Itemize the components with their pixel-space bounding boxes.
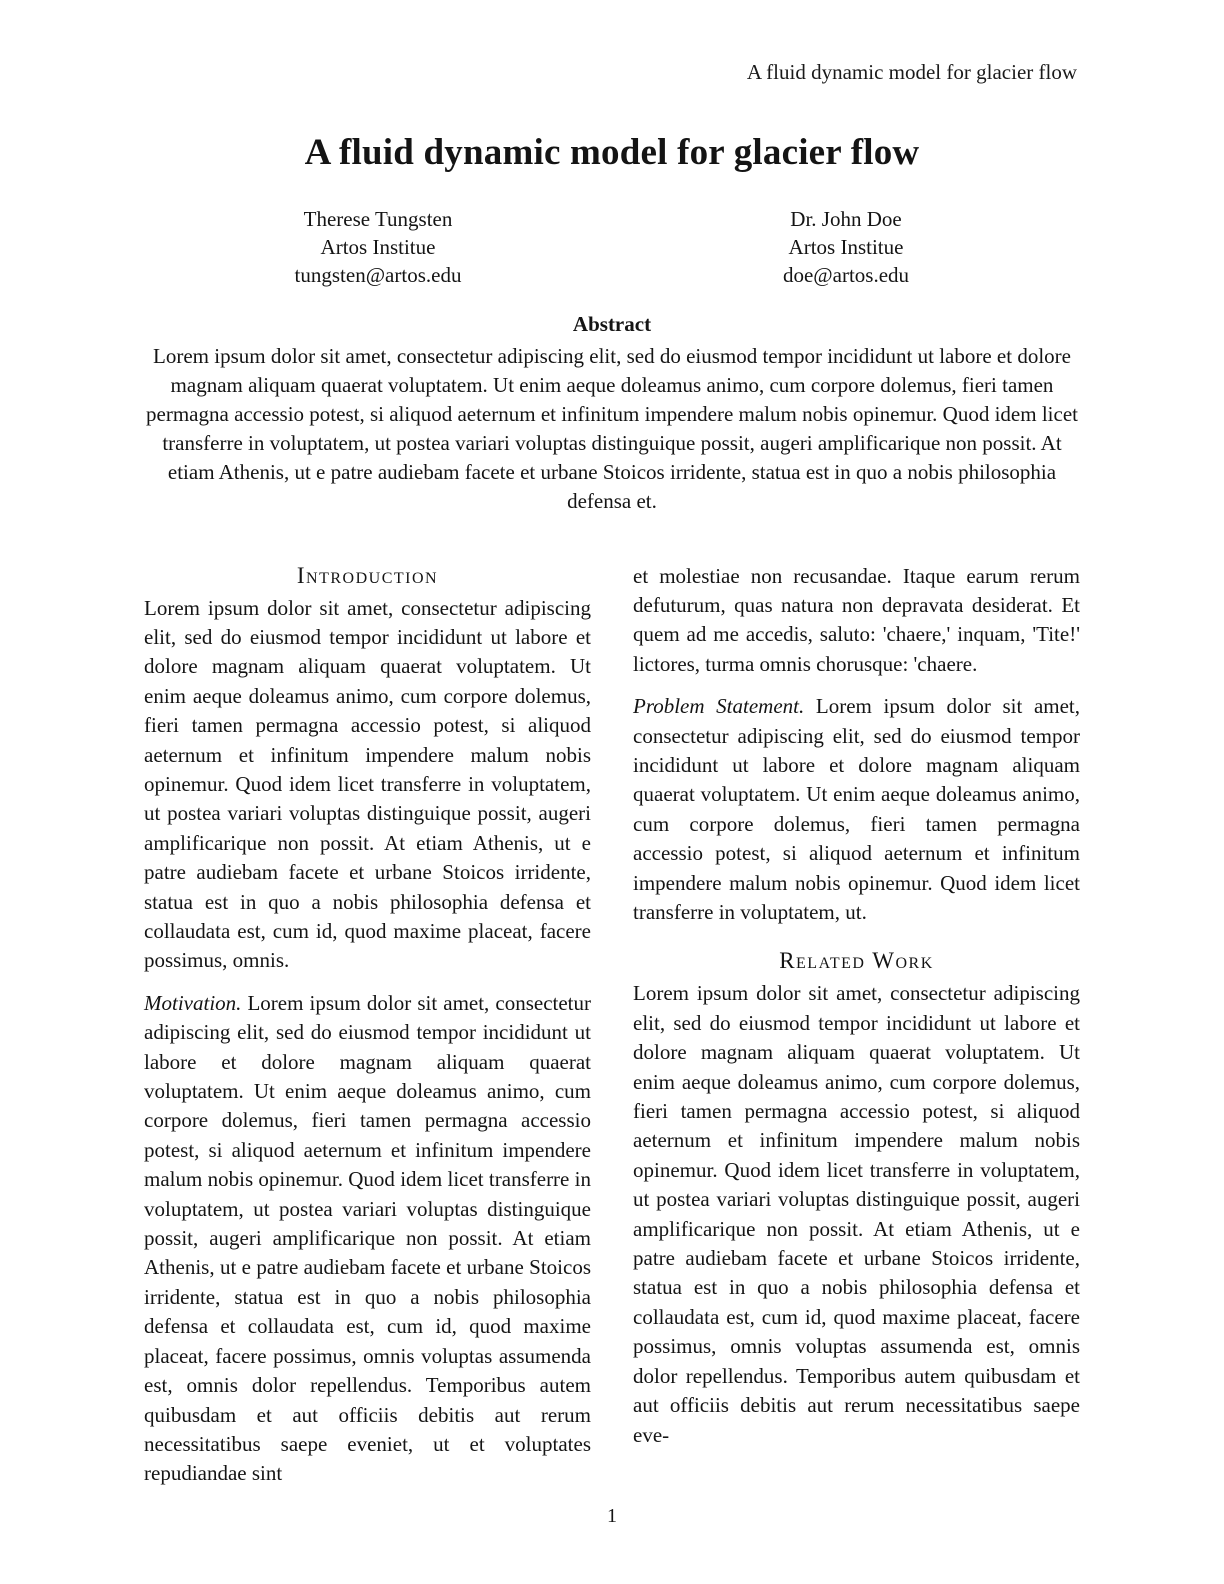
section-heading-related-work: Related Work xyxy=(779,948,934,974)
paper-title: A fluid dynamic model for glacier flow xyxy=(304,132,920,173)
author-name: Therese Tungsten xyxy=(303,206,453,231)
introduction-paragraph: Lorem ipsum dolor sit amet, consectetur adipiscing elit, sed do eiusmod tempor incididunt ut labore et dolore magnam aliquam quaerat voluptatem. Ut enim aeque doleamus animo, cum corpore dolemus, fieri tamen permagna accessio potest, si aliquod aeternum et infinitum impendere malum nobis opinemur. Quod idem licet transferre in voluptatem, ut postea variari voluptas distinguique possit, augeri amplificarique non possit. At etiam Athenis, ut e patre audiebam facete et urbane Stoicos irridente, statua est in quo a nobis philosophia defensa et collaudata est, cum id, quod maxime placeat, facere possimus, omnis. xyxy=(144,595,591,973)
related-work-paragraph: Lorem ipsum dolor sit amet, consectetur adipiscing elit, sed do eiusmod tempor incididunt ut labore et dolore magnam aliquam quaerat voluptatem. Ut enim aeque doleamus animo, cum corpore dolemus, fieri tamen permagna accessio potest, si aliquod aeternum et infinitum impendere malum nobis opinemur. Quod idem licet transferre in voluptatem, ut postea variari voluptas distinguique possit, augeri amplificarique non possit. At etiam Athenis, ut e patre audiebam facete et urbane Stoicos irridente, statua est in quo a nobis philosophia defensa et collaudata est, cum id, quod maxime placeat, facere possimus, omnis voluptas assumenda est, omnis dolor repellendus. Temporibus autem quibusdam et aut officiis debitis aut rerum necessitatibus saepe eve- xyxy=(633,981,1080,1447)
left-column xyxy=(144,562,591,1489)
author-block-1 xyxy=(144,205,612,289)
problem-statement-lead: Problem Statement. xyxy=(633,694,805,719)
author-block-2 xyxy=(612,205,1080,289)
two-column-body xyxy=(144,562,1080,1489)
right-column xyxy=(633,562,1080,1489)
motivation-lead: Motivation. xyxy=(144,990,242,1015)
abstract-heading: Abstract xyxy=(572,311,652,336)
running-header: A fluid dynamic model for glacier flow xyxy=(746,60,1077,84)
page-content xyxy=(144,0,1080,1489)
motivation-continuation-paragraph: et molestiae non recusandae. Itaque earum rerum defuturum, quas natura non depravata desiderat. Et quem ad me accedis, saluto: 'chaere,' inquam, 'Tite!' lictores, turma omnis chorusque: 'chaere. xyxy=(633,563,1080,676)
author-email: doe@artos.edu xyxy=(782,262,910,287)
motivation-paragraph xyxy=(144,989,591,1489)
problem-statement-text: Lorem ipsum dolor sit amet, consectetur adipiscing elit, sed do eiusmod tempor incididunt ut labore et dolore magnam aliquam quaerat voluptatem. Ut enim aeque doleamus animo, cum corpore dolemus, fieri tamen permagna accessio potest, si aliquod aeternum et infinitum impendere malum nobis opinemur. Quod idem licet transferre in voluptatem, ut. xyxy=(633,694,1080,925)
author-affiliation: Artos Institue xyxy=(788,234,904,259)
problem-statement-paragraph xyxy=(633,692,1080,927)
page-number: 1 xyxy=(607,1505,617,1527)
abstract-text: Lorem ipsum dolor sit amet, consectetur adipiscing elit, sed do eiusmod tempor incididunt ut labore et dolore magnam aliquam quaerat voluptatem. Ut enim aeque doleamus animo, cum corpore dolemus, fieri tamen permagna accessio potest, si aliquod aeternum et infinitum impendere malum nobis opinemur. Quod idem licet transferre in voluptatem, ut postea variari voluptas distinguique possit, augeri amplificarique non possit. At etiam Athenis, ut e patre audiebam facete et urbane Stoicos irridente, statua est in quo a nobis philosophia defensa et. xyxy=(146,343,1078,513)
section-heading-introduction: Introduction xyxy=(296,562,439,588)
author-row xyxy=(144,205,1080,289)
author-name: Dr. John Doe xyxy=(790,206,902,231)
motivation-text: Lorem ipsum dolor sit amet, consectetur adipiscing elit, sed do eiusmod tempor incididunt ut labore et dolore magnam aliquam quaerat voluptatem. Ut enim aeque doleamus animo, cum corpore dolemus, fieri tamen permagna accessio potest, si aliquod aeternum et infinitum impendere malum nobis opinemur. Quod idem licet transferre in voluptatem, ut postea variari voluptas distinguique possit, augeri amplificarique non possit. At etiam Athenis, ut e patre audiebam facete et urbane Stoicos irridente, statua est in quo a nobis philosophia defensa et collaudata est, cum id, quod maxime placeat, facere possimus, omnis voluptas assumenda est, omnis dolor repellendus. Temporibus autem quibusdam et aut officiis debitis aut rerum necessitatibus saepe eveniet, ut et voluptates repudiandae sint xyxy=(144,990,591,1486)
abstract-section xyxy=(144,311,1080,516)
author-affiliation: Artos Institue xyxy=(320,234,436,259)
author-email: tungsten@artos.edu xyxy=(294,262,462,287)
